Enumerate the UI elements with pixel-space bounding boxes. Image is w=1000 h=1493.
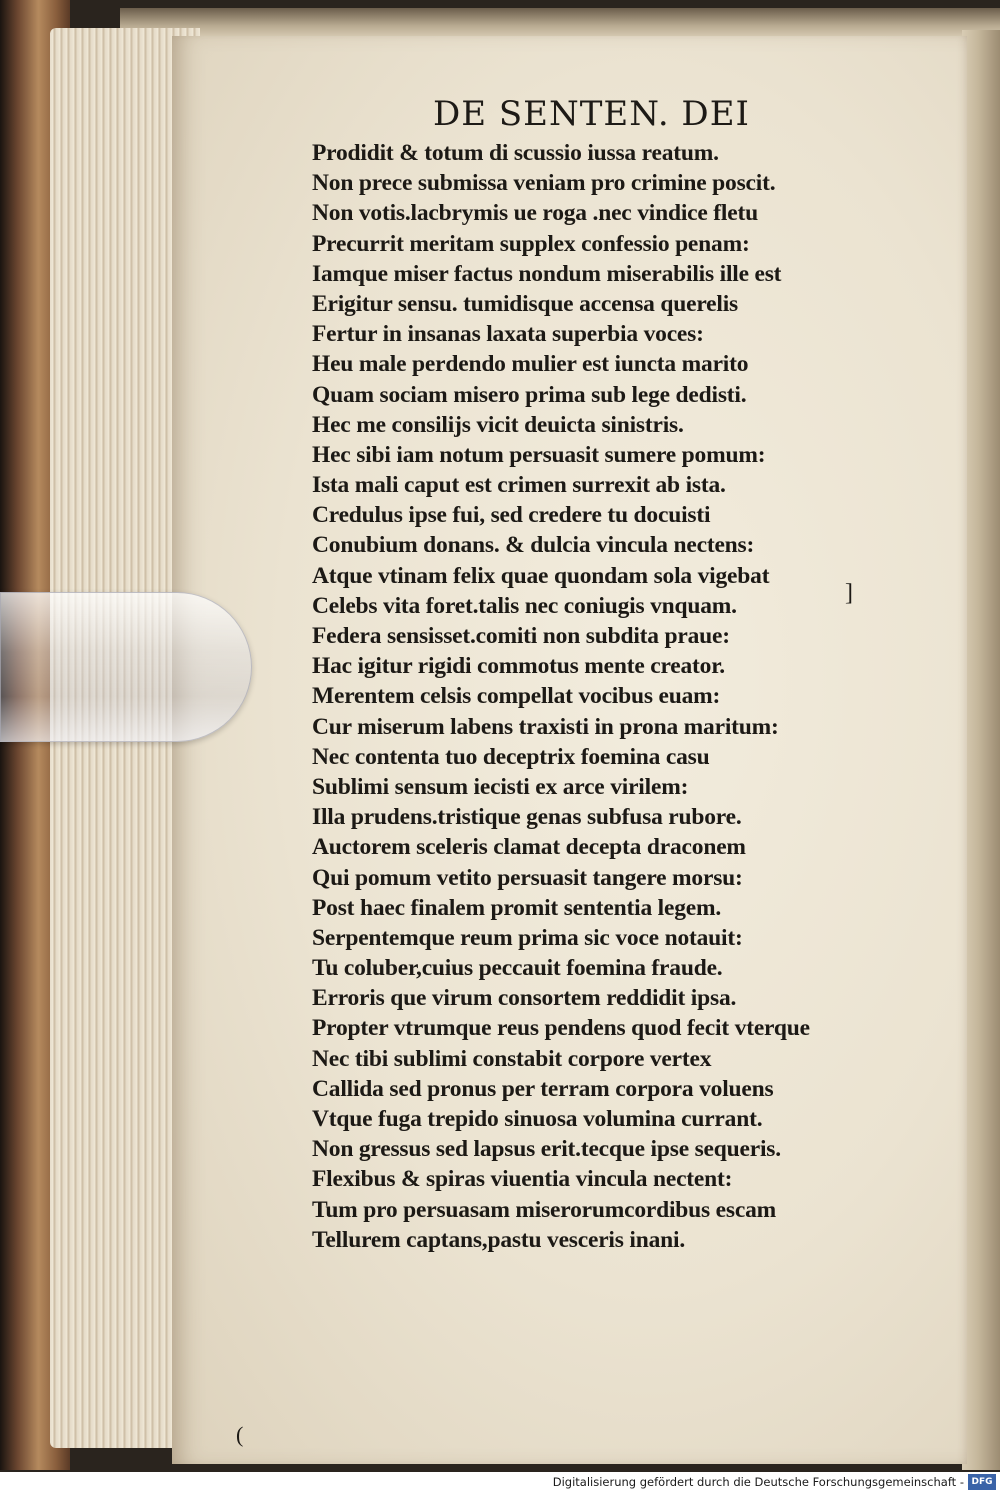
verse-line: Merentem celsis compellat vocibus euam: (312, 683, 721, 710)
verse-line: Fertur in insanas laxata superbia voces: (312, 321, 704, 348)
verse-line: Cur miserum labens traxisti in prona maritum: (312, 713, 779, 740)
verse-line: Nec contenta tuo deceptrix foemina casu (312, 743, 710, 770)
verse-line: Sublimi sensum iecisti ex arce virilem: (312, 773, 689, 800)
verse-line: Hec me consilijs vicit deuicta sinistris. (312, 411, 684, 438)
verse-line: Precurrit meritam supplex confessio penam: (312, 230, 750, 257)
verse-line: Non votis.lacbrymis ue roga .nec vindice fletu (312, 200, 758, 227)
verse-line: Credulus ipse fui, sed credere tu docuisti (312, 502, 711, 529)
stray-ink-mark: ( (236, 1422, 244, 1447)
bracket-mark: ] (845, 580, 853, 606)
dfg-logo-icon[interactable]: DFG (968, 1474, 996, 1490)
verse-line: Tum pro persuasam miserorumcordibus escam (312, 1196, 776, 1223)
verse-line: Tu coluber,cuius peccauit foemina fraude. (312, 955, 723, 982)
verse-line: Tellurem captans,pastu vesceris inani. (312, 1226, 686, 1253)
facing-page-edge (962, 30, 1000, 1470)
verse-line: Serpentemque reum prima sic voce notauit: (312, 924, 743, 951)
verse-line: Erigitur sensu. tumidisque accensa querelis (312, 290, 738, 317)
verse-line: Vtque fuga trepido sinuosa volumina currant. (312, 1106, 763, 1132)
footer-bar (0, 1472, 1000, 1493)
verse-line: Ista mali caput est crimen surrexit ab ista. (312, 472, 726, 499)
verse-line: Qui pomum vetito persuasit tangere morsu: (312, 864, 743, 891)
verse-line: Auctorem sceleris clamat decepta draconem (312, 834, 746, 861)
verse-line: Hec sibi iam notum persuasit sumere pomum: (312, 441, 766, 468)
book-top-edge (120, 8, 1000, 38)
verse-line: Illa prudens.tristique genas subfusa rubore. (312, 804, 742, 831)
verse-line: Quam sociam misero prima sub lege dedisti. (312, 381, 747, 408)
verse-line: Federa sensisset.comiti non subdita praue: (312, 623, 730, 649)
verse-line: Heu male perdendo mulier est iuncta marito (312, 351, 749, 378)
verse-line: Atque vtinam felix quae quondam sola vigebat (312, 562, 770, 589)
footer-credit: Digitalisierung gefördert durch die Deutsche Forschungsgemeinschaft - (552, 1475, 964, 1489)
verse-text (312, 138, 872, 1255)
verse-line: Erroris que virum consortem reddidit ipsa. (312, 985, 737, 1012)
verse-line: Nec tibi sublimi constabit corpore vertex (312, 1045, 712, 1072)
verse-line: Post haec finalem promit sententia legem. (312, 894, 722, 921)
verse-line: Non gressus sed lapsus erit.tecque ipse sequeris. (312, 1136, 781, 1163)
verse-line: Flexibus & spiras viuentia vincula nectent: (312, 1166, 733, 1193)
verse-line: Conubium donans. & dulcia vincula nectens: (312, 532, 755, 559)
page-holder-clip (0, 592, 252, 742)
verse-line: Non prece submissa veniam pro crimine poscit. (312, 170, 776, 197)
verse-line: Hac igitur rigidi commotus mente creator. (312, 653, 725, 680)
verse-line: Iamque miser factus nondum miserabilis ille est (312, 260, 782, 287)
page-heading: DE SENTEN. DEI (433, 94, 750, 134)
verse-line: Prodidit & totum di scussio iussa reatum. (312, 140, 719, 166)
verse-line: Celebs vita foret.talis nec coniugis vnquam. (312, 592, 737, 619)
verse-line: Callida sed pronus per terram corpora voluens (312, 1075, 774, 1102)
verse-line: Propter vtrumque reus pendens quod fecit vterque (312, 1015, 810, 1042)
